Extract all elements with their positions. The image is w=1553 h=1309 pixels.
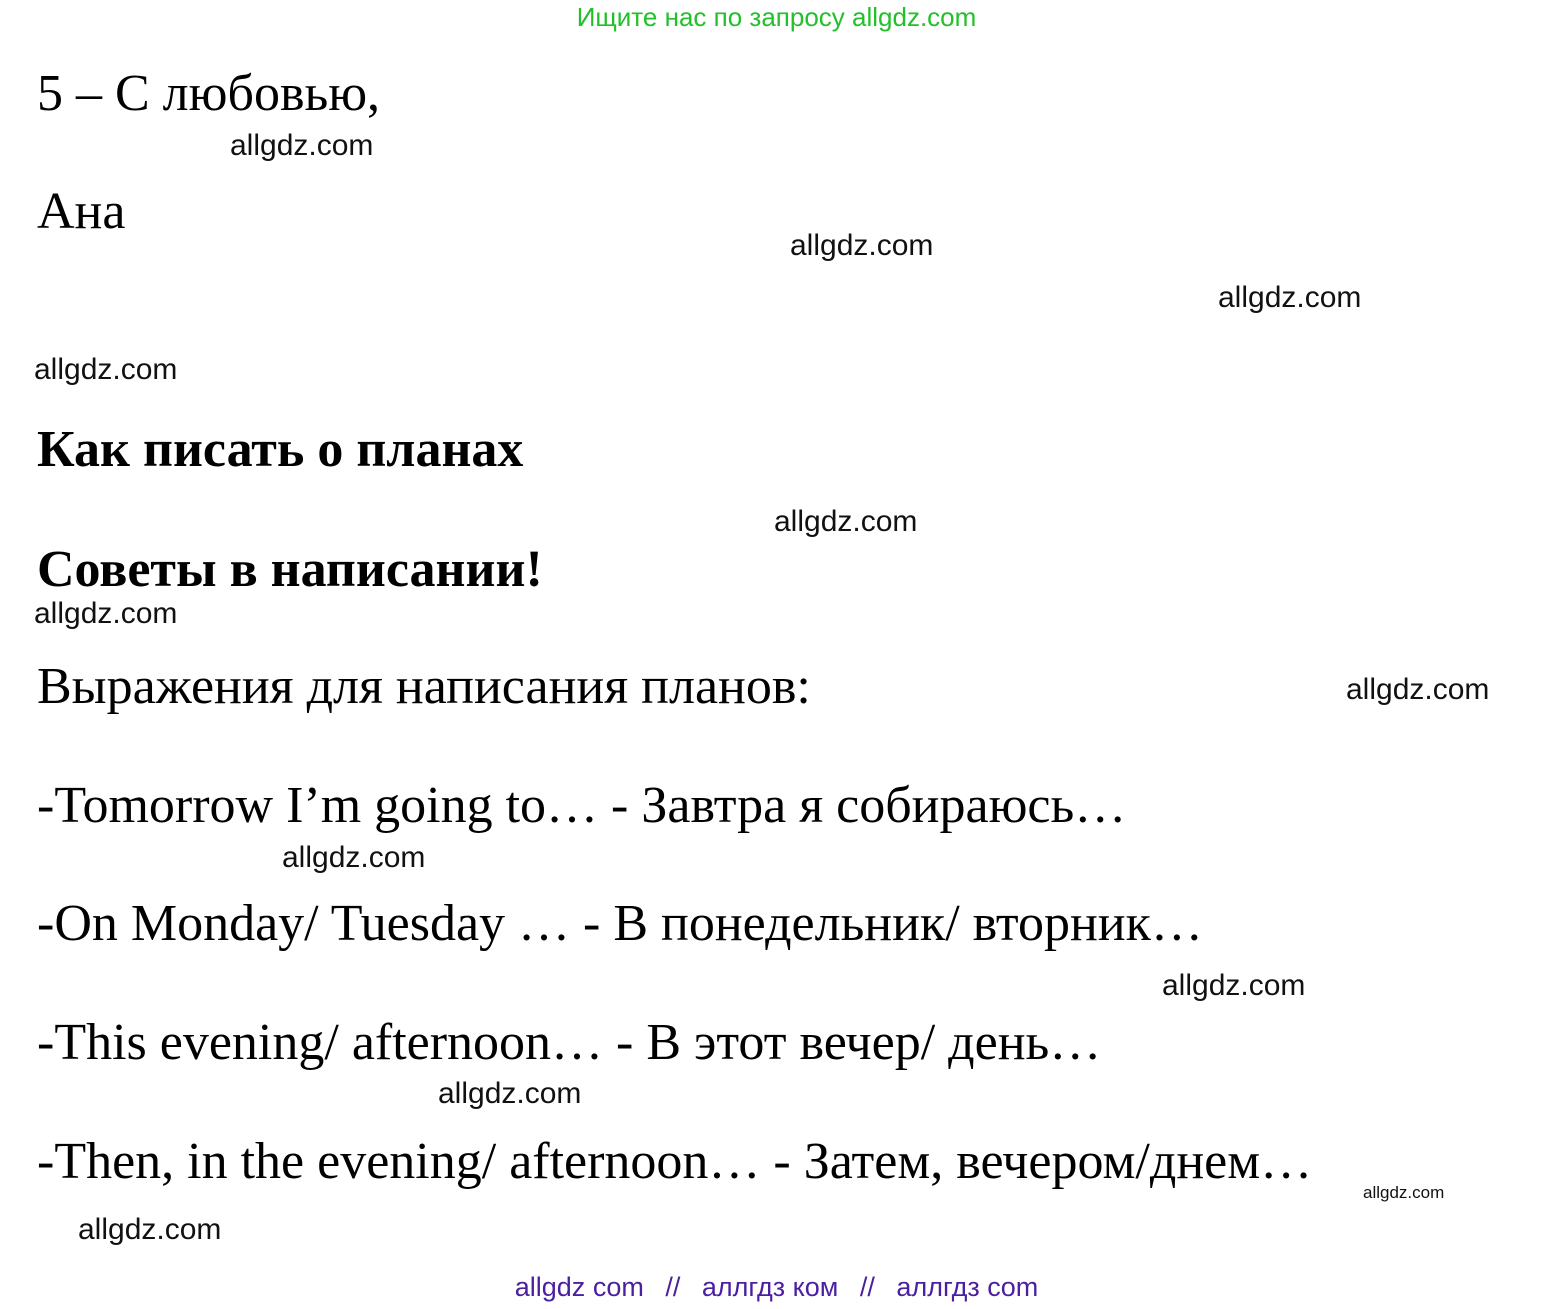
expression-line: -On Monday/ Tuesday … - В понедельник/ вторник…	[37, 895, 1203, 952]
letter-closing: 5 – С любовью,	[37, 65, 381, 122]
watermark-text: allgdz.com	[774, 505, 918, 538]
heading-plans: Как писать о планах	[37, 421, 524, 478]
watermark-text: allgdz.com	[34, 353, 178, 386]
watermark-text: allgdz.com	[1162, 969, 1306, 1002]
footer-part-2: аллгдз ком	[701, 1272, 839, 1302]
heading-tips: Советы в написании!	[37, 541, 543, 598]
expressions-title: Выражения для написания планов:	[37, 658, 811, 715]
watermark-text: allgdz.com	[1218, 281, 1362, 314]
expression-line: -This evening/ afternoon… - В этот вечер/ день…	[37, 1014, 1102, 1071]
expression-line: -Tomorrow I’m going to… - Завтра я собираюсь…	[37, 777, 1127, 834]
footer-part-1: allgdz com	[514, 1272, 644, 1302]
footer-part-3: аллгдз com	[896, 1272, 1039, 1302]
top-banner: Ищите нас по запросу allgdz.com	[576, 2, 977, 32]
letter-signature: Ана	[37, 183, 126, 240]
footer-separator: //	[859, 1272, 875, 1302]
watermark-text: allgdz.com	[34, 597, 178, 630]
watermark-text: allgdz.com	[438, 1077, 582, 1110]
watermark-text: allgdz.com	[78, 1213, 222, 1246]
footer	[0, 1272, 1553, 1303]
watermark-text: allgdz.com	[230, 129, 374, 162]
expression-line: -Then, in the evening/ afternoon… - Затем, вечером/днем…	[37, 1133, 1313, 1190]
watermark-text: allgdz.com	[1363, 1183, 1445, 1202]
footer-separator: //	[665, 1272, 681, 1302]
watermark-text: allgdz.com	[790, 229, 934, 262]
watermark-text: allgdz.com	[282, 841, 426, 874]
watermark-text: allgdz.com	[1346, 673, 1490, 706]
